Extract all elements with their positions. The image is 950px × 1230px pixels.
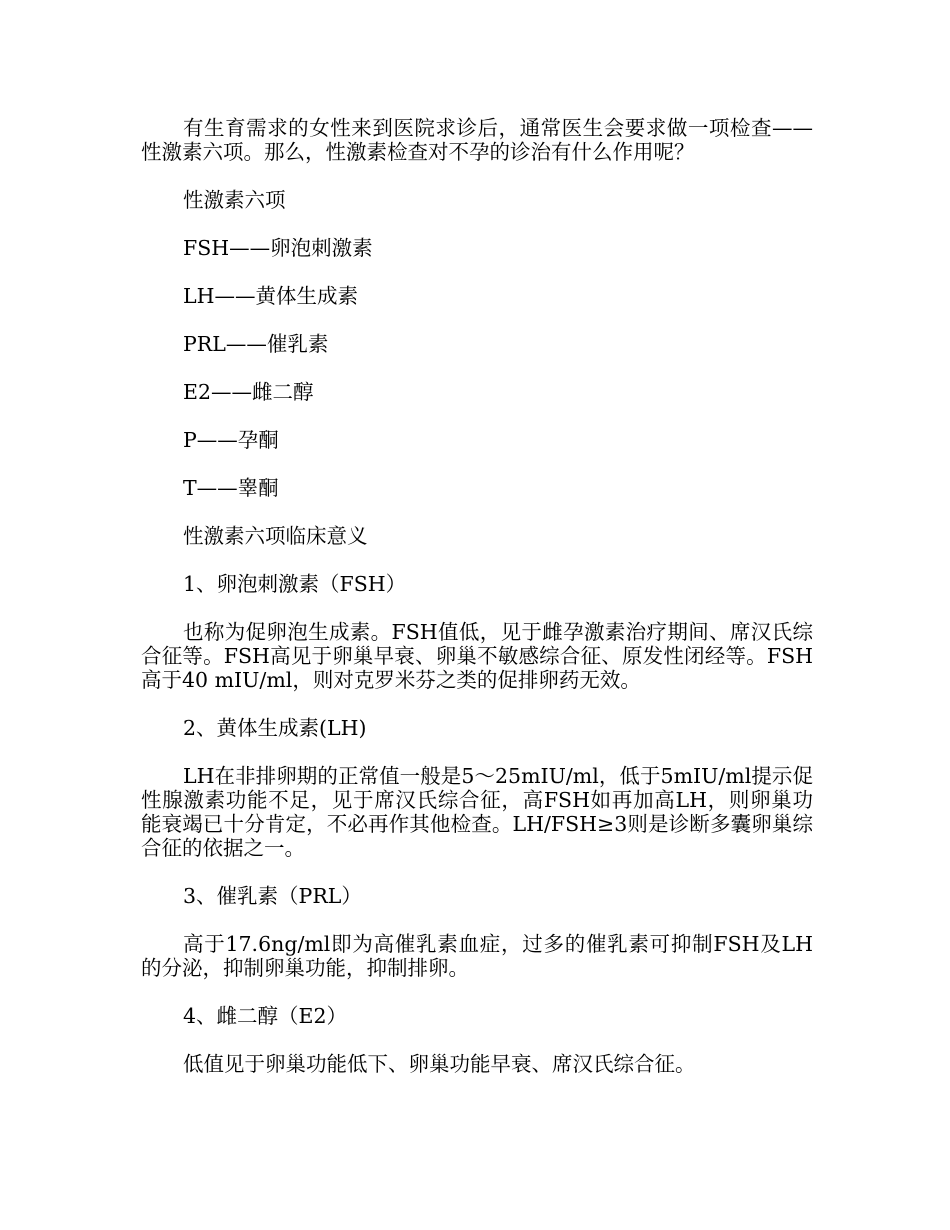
document-body (141, 116, 813, 1076)
subheading-fsh: 1、卵泡刺激素（FSH） (183, 572, 407, 596)
hormone-item-fsh: FSH——卵泡刺激素 (183, 236, 373, 260)
hormone-item-t: T——睾酮 (183, 476, 279, 500)
paragraph-fsh: 也称为促卵泡生成素。FSH值低，见于雌孕激素治疗期间、席汉氏综合征等。FSH高见于卵巢早衰、卵巢不敏感综合征、原发性闭经等。FSH高于40 mIU/ml，则对克罗米芬之类的促排卵药无效。 (141, 620, 813, 692)
section-heading-six-hormones: 性激素六项 (183, 188, 286, 212)
hormone-item-lh: LH——黄体生成素 (183, 284, 358, 308)
subheading-prl: 3、催乳素（PRL） (183, 884, 362, 908)
subheading-e2: 4、雌二醇（E2） (183, 1004, 348, 1028)
hormone-item-prl: PRL——催乳素 (183, 332, 329, 356)
intro-paragraph: 有生育需求的女性来到医院求诊后，通常医生会要求做一项检查——性激素六项。那么，性激素检查对不孕的诊治有什么作用呢？ (141, 116, 813, 164)
paragraph-prl: 高于17.6ng/ml即为高催乳素血症，过多的催乳素可抑制FSH及LH的分泌，抑制卵巢功能，抑制排卵。 (141, 932, 813, 980)
paragraph-e2: 低值见于卵巢功能低下、卵巢功能早衰、席汉氏综合征。 (183, 1052, 696, 1076)
paragraph-lh: LH在非排卵期的正常值一般是5～25mIU/ml，低于5mIU/ml提示促性腺激素功能不足，见于席汉氏综合征，高FSH如再加高LH，则卵巢功能衰竭已十分肯定，不必再作其他检查。LH/FSH≥3则是诊断多囊卵巢综合征的依据之一。 (141, 764, 813, 860)
hormone-item-e2: E2——雌二醇 (183, 380, 314, 404)
hormone-item-p: P——孕酮 (183, 428, 279, 452)
subheading-lh: 2、黄体生成素(LH) (183, 716, 367, 740)
section-heading-clinical-significance: 性激素六项临床意义 (183, 524, 368, 548)
